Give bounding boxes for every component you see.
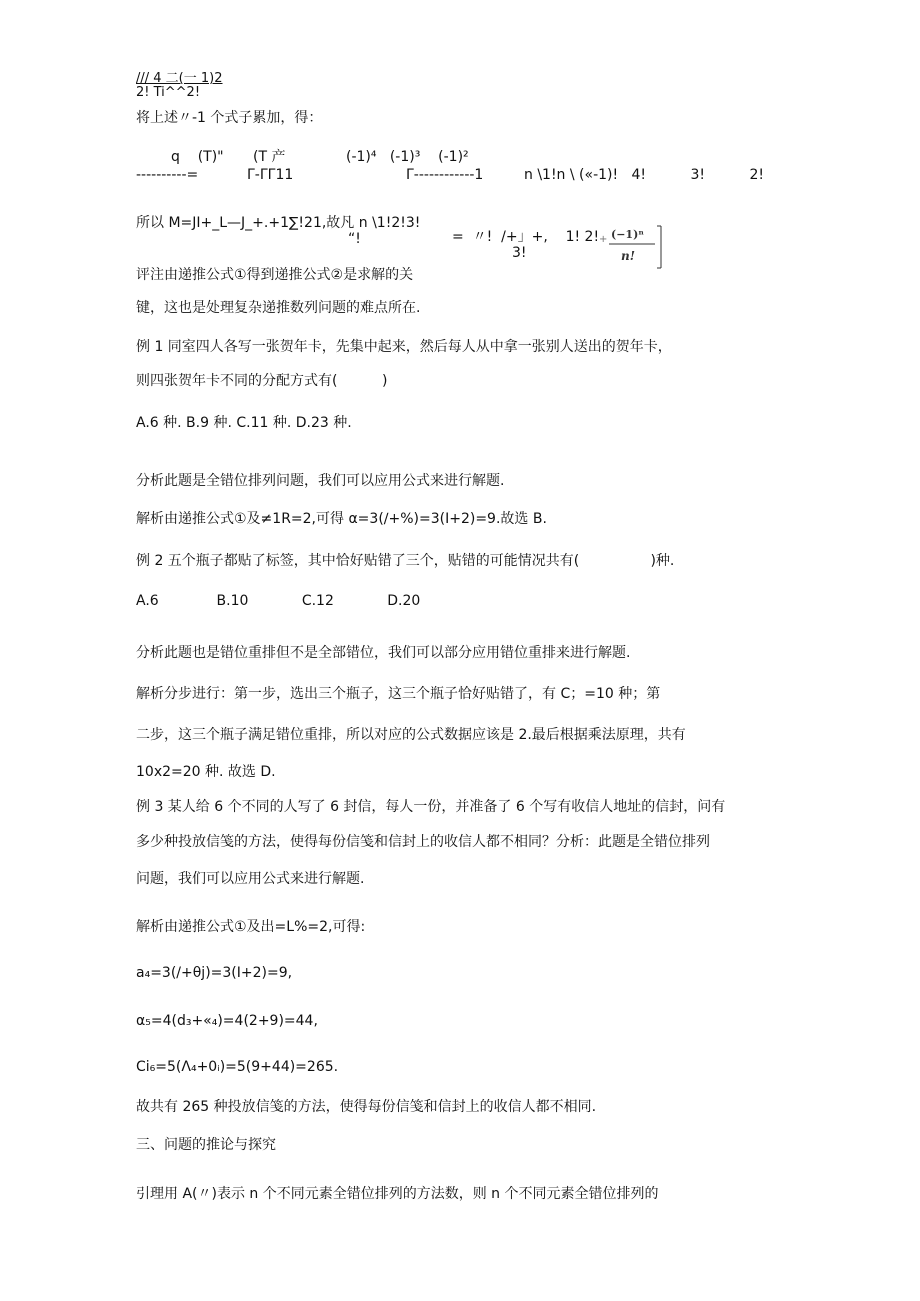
fraction-denominator: n! <box>621 249 635 263</box>
example-3-question-2: 多少种投放信笺的方法，使得每份信笺和信封上的收信人都不相同？分析：此题是全错位排列 <box>136 834 710 850</box>
formula-row-a2: (T 产 <box>253 149 286 165</box>
formula-conclusion-sub: “! <box>348 231 361 247</box>
example-1-solution: 解析由递推公式①及≠1R=2,可得 α=3(∕+%)=3(I+2)=9.故选 B. <box>136 511 547 527</box>
lemma-text: 引理用 A(〃)表示 n 个不同元素全错位排列的方法数，则 n 个不同元素全错位排列的 <box>136 1186 659 1202</box>
example-2-options: A.6 B.10 C.12 D.20 <box>136 593 421 609</box>
example-3-question-1: 例 3 某人给 6 个不同的人写了 6 封信，每人一份，并准备了 6 个写有收信人地址的信封，问有 <box>136 799 726 815</box>
formula-row-a1: q (T)" <box>171 149 224 165</box>
formula-row-b3: Γ------------1 <box>406 167 484 183</box>
formula-line-1: /// 4 二(一 1)2 <box>136 71 223 86</box>
section-heading-3: 三、问题的推论与探究 <box>136 1137 276 1153</box>
paragraph-comment-1: 评注由递推公式①得到递推公式②是求解的关 <box>136 267 414 283</box>
equation-a5: α₅=4(d₃+«₄)=4(2+9)=44, <box>136 1013 318 1029</box>
example-1-question: 例 1 同室四人各写一张贺年卡，先集中起来，然后每人从中拿一张别人送出的贺年卡， <box>136 339 672 355</box>
formula-row-b2: Γ-ΓΓ11 <box>247 167 294 183</box>
formula-row-b1: ----------= <box>136 167 199 183</box>
example-2-analysis: 分析此题也是错位重排但不是全部错位，我们可以部分应用错位重排来进行解题. <box>136 645 631 661</box>
example-3-conclusion: 故共有 265 种投放信笺的方法，使得每份信笺和信封上的收信人都不相同. <box>136 1099 597 1115</box>
example-2-solution-3: 10x2=20 种. 故选 D. <box>136 764 276 780</box>
example-2-solution-2: 二步，这三个瓶子满足错位重排，所以对应的公式数据应该是 2.最后根据乘法原理，共有 <box>136 727 686 743</box>
equation-a4: a₄=3(/+θj)=3(I+2)=9, <box>136 965 293 981</box>
fraction-image <box>597 224 669 270</box>
formula-conclusion-right: = 〃! /+」+, 1! 2! <box>452 229 600 245</box>
formula-row-b4: n \1!n \ («-1)! 4! 3! 2! <box>524 167 765 183</box>
formula-row-a3: (-1)⁴ (-1)³ (-1)² <box>346 149 469 165</box>
example-3-question-3: 问题，我们可以应用公式来进行解题. <box>136 871 365 887</box>
svg-text:+: + <box>599 234 608 245</box>
paragraph-comment-2: 键，这也是处理复杂递推数列问题的难点所在. <box>136 300 421 316</box>
formula-line-2: 2! Ti^^2! <box>136 85 201 100</box>
formula-conclusion: 所以 M=JI+_L—J_+.+1∑!21,故凡 n \1!2!3! <box>136 215 421 231</box>
equation-a6: Ci₆=5(Λ₄+0ᵢ)=5(9+44)=265. <box>136 1059 339 1075</box>
example-3-solution: 解析由递推公式①及出=L%=2,可得: <box>136 919 366 935</box>
example-1-question-cont: 则四张贺年卡不同的分配方式有( ) <box>136 373 388 389</box>
example-1-analysis: 分析此题是全错位排列问题，我们可以应用公式来进行解题. <box>136 473 505 489</box>
example-1-options: A.6 种. B.9 种. C.11 种. D.23 种. <box>136 415 352 431</box>
formula-conclusion-denom: 3! <box>512 245 527 261</box>
example-2-solution-1: 解析分步进行：第一步，选出三个瓶子，这三个瓶子恰好贴错了，有 C；=10 种；第 <box>136 686 661 702</box>
fraction-numerator: (−1)ⁿ <box>611 228 644 241</box>
text-sum-intro: 将上述〃-1 个式子累加，得： <box>136 110 323 126</box>
example-2-question: 例 2 五个瓶子都贴了标签，其中恰好贴错了三个，贴错的可能情况共有( )种. <box>136 553 675 569</box>
